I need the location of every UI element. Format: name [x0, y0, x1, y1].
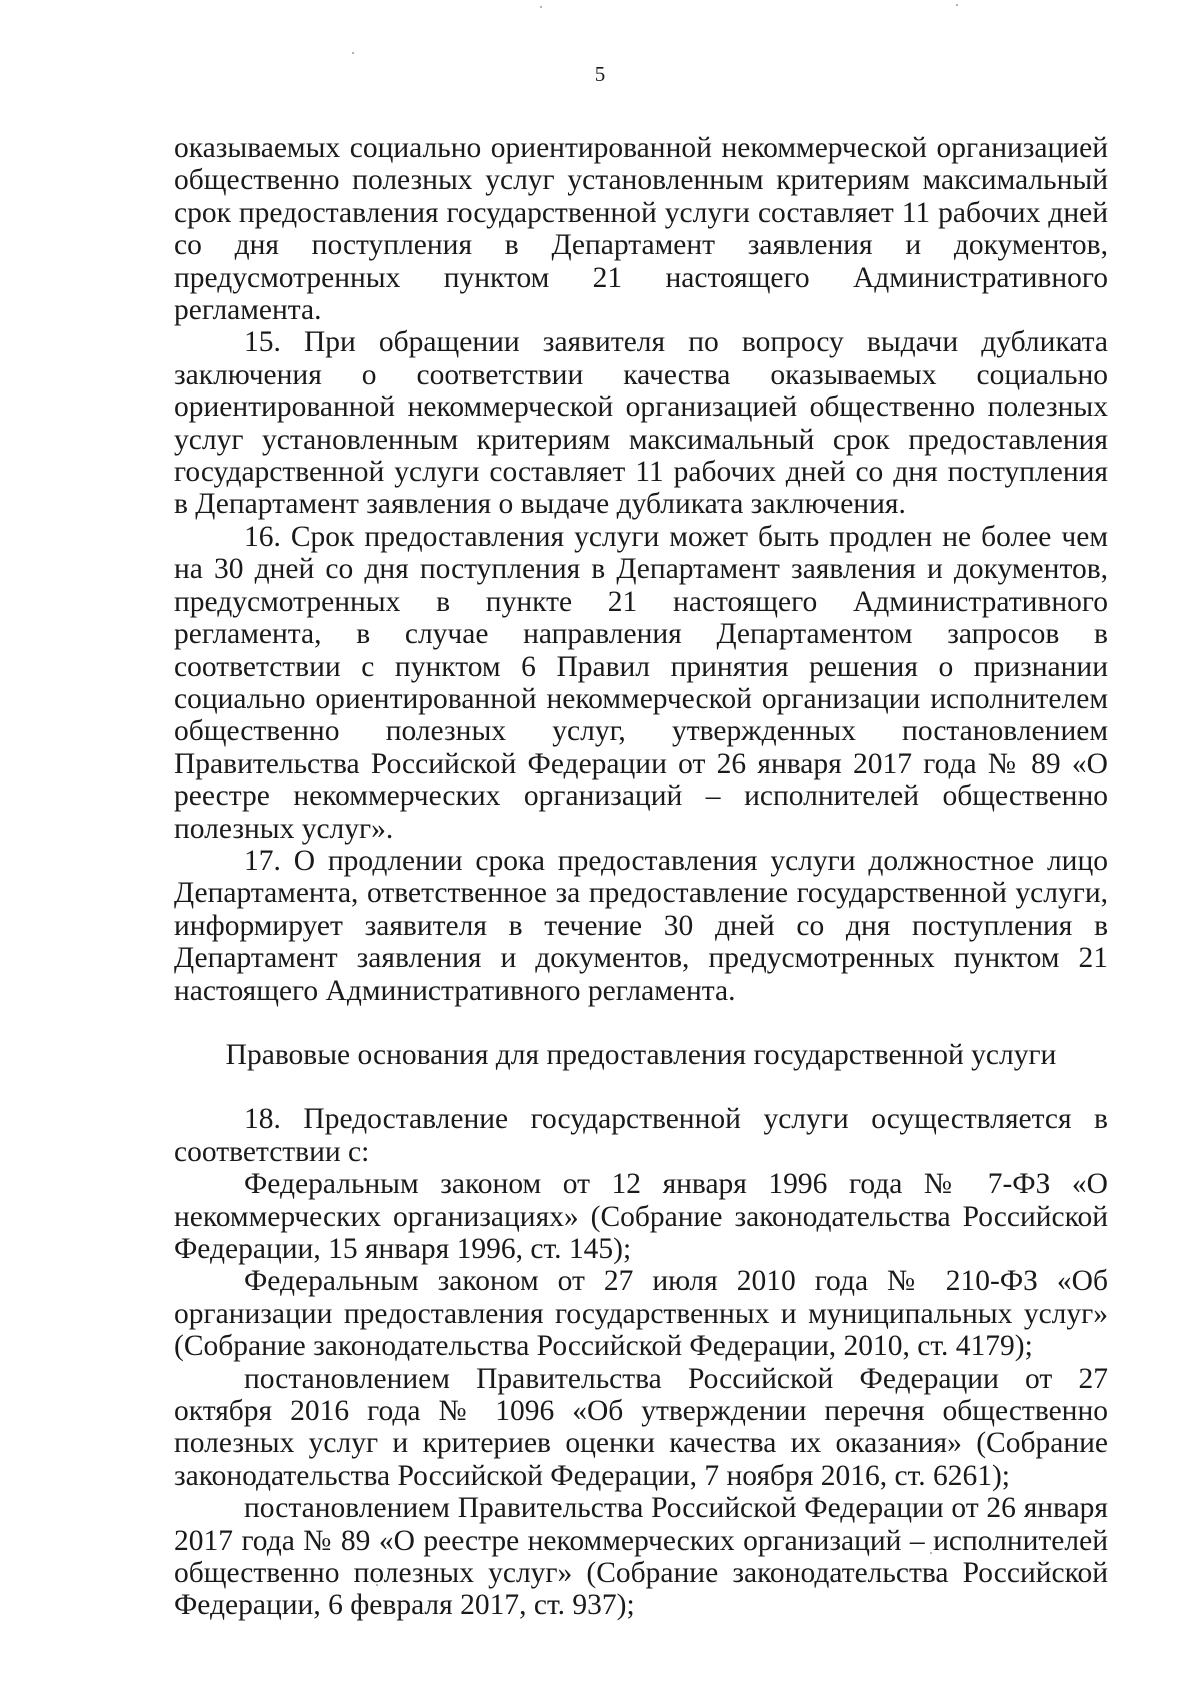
paragraph-continuation: оказываемых социально ориентированной некоммерческой организацией общественно полезных услуг установленным критериям максимальный срок предоставления государственной услуги составляет 11 рабочих дней со дня поступления в Департамент заявления и документов, предусмотренных пунктом 21 настоящего Административного регламента. [174, 132, 1108, 327]
page-number: 5 [594, 62, 606, 86]
paragraph-15: 15. При обращении заявителя по вопросу выдачи дубликата заключения о соответствии качества оказываемых социально ориентированной некоммерческой организацией общественно полезных услуг установленным критериям максимальный срок предоставления государственной услуги составляет 11 рабочих дней со дня поступления в Департамент заявления о выдаче дубликата заключения. [174, 326, 1108, 521]
document-body [174, 132, 1108, 1622]
legal-basis-item: Федеральным законом от 27 июля 2010 года № 210-ФЗ «Об организации предоставления государственных и муниципальных услуг» (Собрание законодательства Российской Федерации, 2010, ст. 4179); [174, 1265, 1108, 1363]
scan-speck [956, 4, 958, 6]
section-heading: Правовые основания для предоставления государственной услуги [225, 1038, 1057, 1071]
scan-speck [540, 6, 542, 8]
legal-basis-item: Федеральным законом от 12 января 1996 года № 7-ФЗ «О некоммерческих организациях» (Собрание законодательства Российской Федерации, 15 января 1996, ст. 145); [174, 1168, 1108, 1265]
paragraph-18: 18. Предоставление государственной услуги осуществляется в соответствии с: [174, 1103, 1108, 1168]
legal-basis-item: постановлением Правительства Российской Федерации от 27 октября 2016 года № 1096 «Об утверждении перечня общественно полезных услуг и критериев оценки качества их оказания» (Собрание законодательства Российской Федерации, 7 ноября 2016, ст. 6261); [174, 1362, 1108, 1492]
paragraph-17: 17. О продлении срока предоставления услуги должностное лицо Департамента, ответственное за предоставление государственной услуги, информирует заявителя в течение 30 дней со дня поступления в Департамент заявления и документов, предусмотренных пунктом 21 настоящего Административного регламента. [174, 844, 1108, 1007]
legal-basis-item: постановлением Правительства Российской Федерации от 26 января 2017 года № 89 «О реестре некоммерческих организаций – исполнителей общественно полезных услуг» (Собрание законодательства Российской Федерации, 6 февраля 2017, ст. 937); [174, 1492, 1108, 1622]
paragraph-16: 16. Срок предоставления услуги может быть продлен не более чем на 30 дней со дня поступления в Департамент заявления и документов, предусмотренных в пункте 21 настоящего Административного регламента, в случае направления Департаментом запросов в соответствии с пунктом 6 Правил принятия решения о признании социально ориентированной некоммерческой организации исполнителем общественно полезных услуг, утвержденных постановлением Правительства Российской Федерации от 26 января 2017 года № 89 «О реестре некоммерческих организаций – исполнителей общественно полезных услуг». [174, 520, 1108, 845]
scan-speck [352, 52, 354, 54]
